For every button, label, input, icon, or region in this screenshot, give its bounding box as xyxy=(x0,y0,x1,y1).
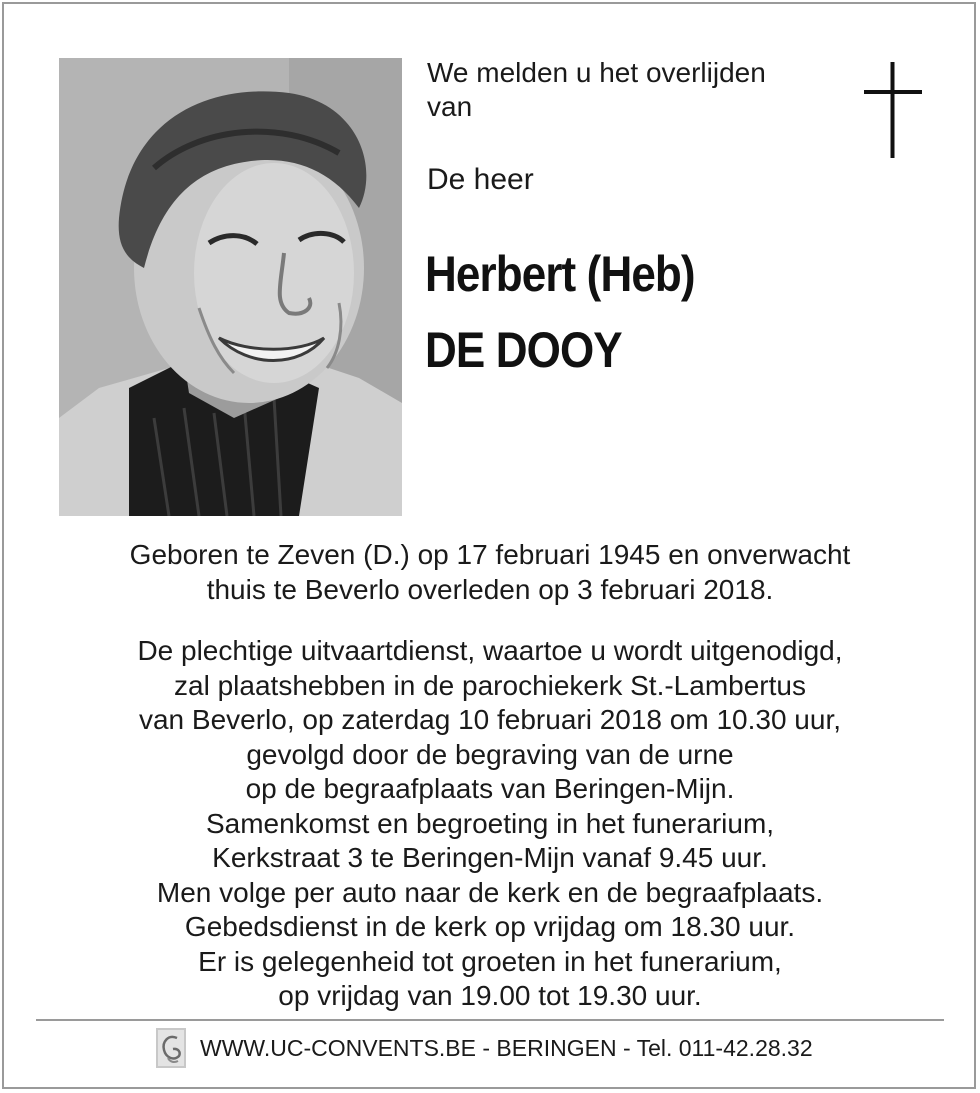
paragraph-line: op vrijdag van 19.00 tot 19.30 uur. xyxy=(278,980,702,1011)
paragraph-line: Men volge per auto naar de kerk en de begraafplaats. xyxy=(156,876,824,908)
deceased-given-name: Herbert (Heb) xyxy=(425,246,695,302)
paragraph-line: Geboren te Zeven (D.) op 17 februari 1945 en onverwacht xyxy=(129,539,851,570)
paragraph-line: van Beverlo, op zaterdag 10 februari 2018 om 10.30 uur, xyxy=(138,704,842,735)
intro-line: We melden u het overlijden xyxy=(427,57,766,88)
paragraph-line: thuis te Beverlo overleden op 3 februari 2018. xyxy=(206,573,774,605)
footer-divider xyxy=(36,1019,944,1021)
intro-line: van xyxy=(427,91,473,122)
intro-text xyxy=(427,56,847,124)
deceased-name xyxy=(425,236,695,388)
funeral-details-paragraph xyxy=(40,634,940,1014)
portrait-illustration xyxy=(59,58,402,516)
portrait-photo xyxy=(59,58,402,516)
birth-death-paragraph xyxy=(40,538,940,607)
footer xyxy=(156,1028,813,1068)
paragraph-line: Gebedsdienst in de kerk op vrijdag om 18.30 uur. xyxy=(184,911,796,942)
footer-contact-text: WWW.UC-CONVENTS.BE - BERINGEN - Tel. 011-42.28.32 xyxy=(200,1034,813,1061)
paragraph-line: zal plaatshebben in de parochiekerk St.-Lambertus xyxy=(174,669,806,701)
salutation: De heer xyxy=(427,163,534,196)
paragraph-line: gevolgd door de begraving van de urne xyxy=(246,738,734,770)
paragraph-line: Kerkstraat 3 te Beringen-Mijn vanaf 9.45 uur. xyxy=(212,842,768,873)
paragraph-line: De plechtige uitvaartdienst, waartoe u wordt uitgenodigd, xyxy=(137,635,843,666)
paragraph-line: Samenkomst en begroeting in het funerarium, xyxy=(205,807,775,839)
funeral-home-logo-icon xyxy=(156,1028,186,1068)
paragraph-line: op de begraafplaats van Beringen-Mijn. xyxy=(245,773,735,804)
cross-icon xyxy=(864,62,922,158)
paragraph-line: Er is gelegenheid tot groeten in het funerarium, xyxy=(198,945,782,977)
deceased-surname: DE DOOY xyxy=(425,322,622,378)
